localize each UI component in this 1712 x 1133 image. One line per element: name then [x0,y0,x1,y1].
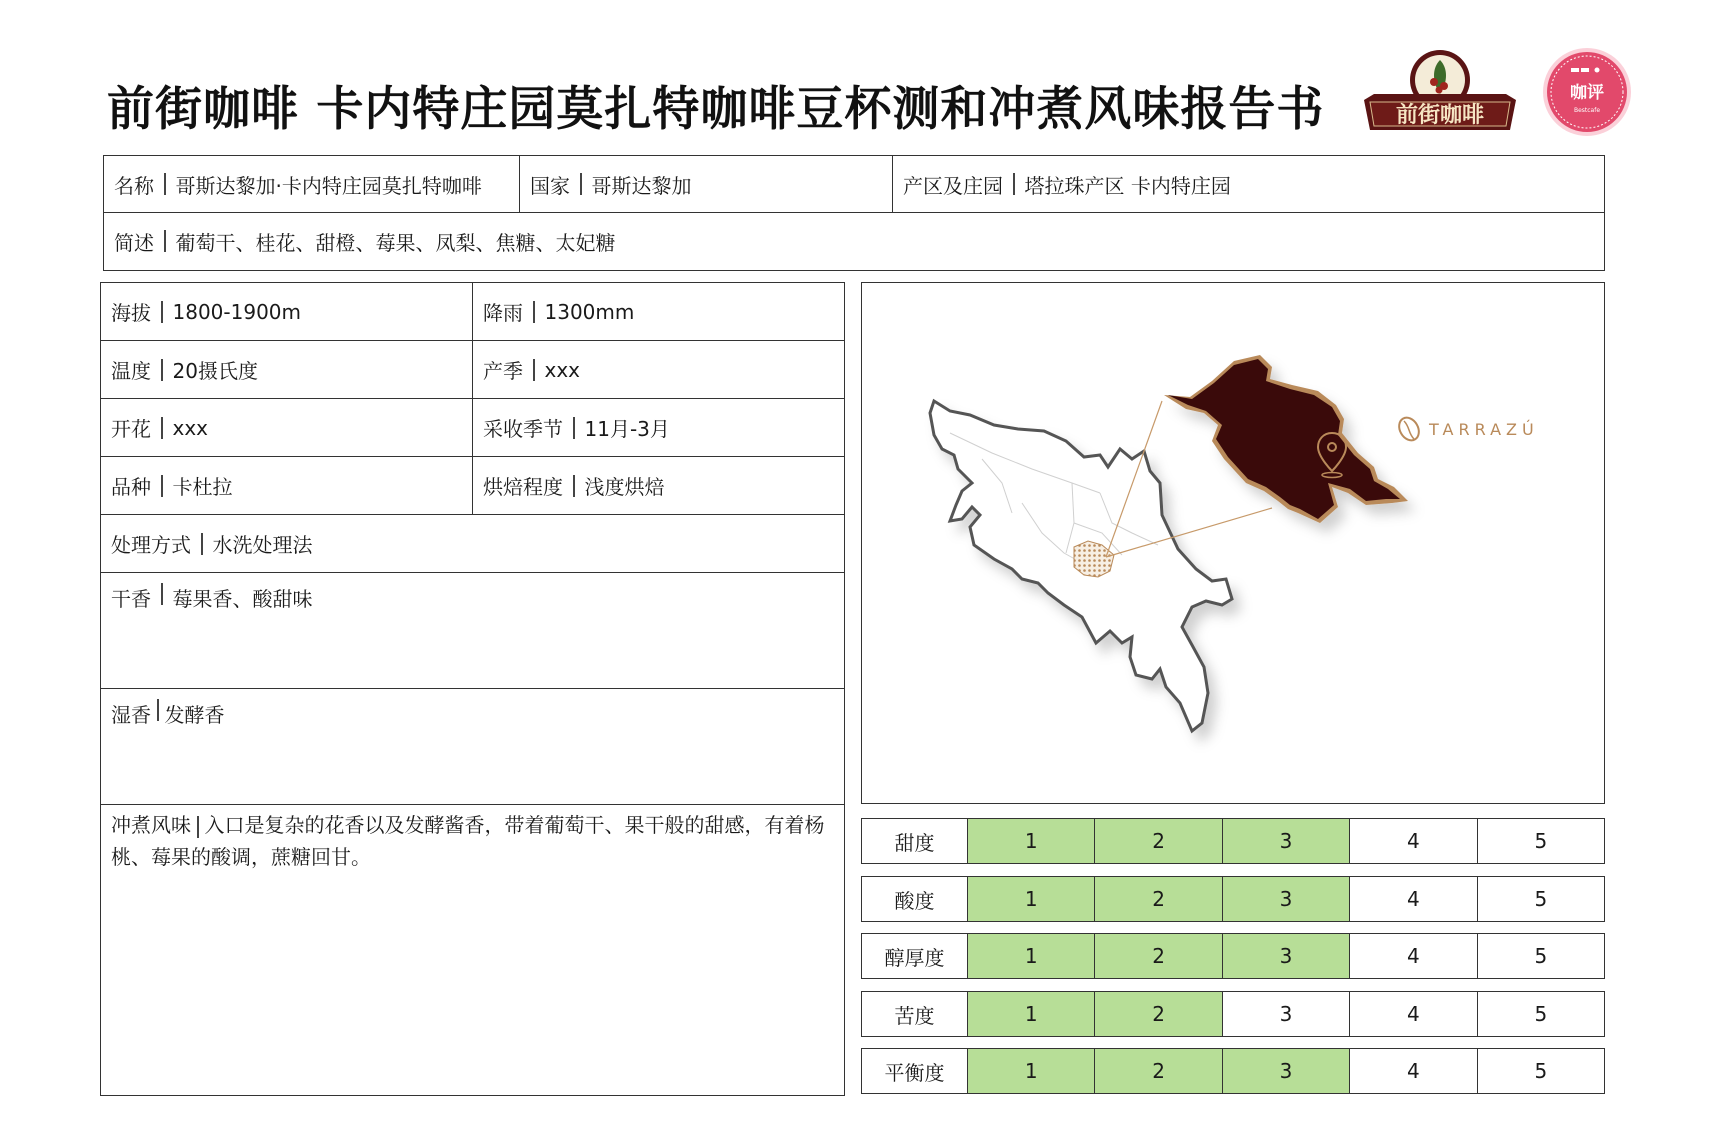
harvest-value: 11月-3月 [584,417,670,441]
dry-aroma-label: 干香 [111,587,151,611]
rating-cell-2: 2 [1095,934,1222,978]
flowering-label: 开花 [111,417,151,441]
altitude-cell [101,283,473,340]
qianjie-logo-text: 前街咖啡 [1395,103,1485,128]
rating-cell-2: 2 [1095,819,1222,863]
temperature-value: 20摄氏度 [172,359,258,383]
flowering-cell [101,399,473,456]
brew-value: 入口是复杂的花香以及发酵酱香，带着葡萄干、果干般的甜感，有着杨桃、莓果的酸调，蔗糖回甘。 [111,813,825,869]
variety-cell [101,457,473,514]
rainfall-value: 1300mm [544,299,635,324]
roast-cell [473,457,844,514]
rating-cell-3: 3 [1223,934,1350,978]
temperature-label: 温度 [111,359,151,383]
coffee-bean-icon [1395,414,1423,444]
rating-cell-5: 5 [1534,1059,1548,1083]
rating-cell-3: 3 [1223,992,1350,1036]
brew-cell [101,805,844,1095]
harvest-label: 采收季节 [483,417,563,441]
qianjie-coffee-logo [1360,42,1520,138]
dry-aroma-cell [101,573,844,688]
summary-value: 葡萄干、桂花、甜橙、莓果、凤梨、焦糖、太妃糖 [175,230,616,255]
details-box [100,282,845,1096]
wet-aroma-label: 湿香 [111,703,151,727]
rating-cell-2: 2 [1095,877,1222,921]
name-label: 名称 [114,173,154,198]
rating-label: 酸度 [862,877,968,921]
kapin-logo-sub: Bestcafe [1573,107,1601,114]
flowering-value: xxx [172,415,209,440]
rating-cell-1: 1 [968,877,1095,921]
country-cell [520,156,893,212]
season-value: xxx [544,357,581,382]
region-name-label: TARRAZÚ [1429,420,1539,439]
rating-row [861,818,1605,864]
region-cell [893,156,1604,212]
rating-cell-5: 5 [1534,944,1548,968]
rating-label: 平衡度 [862,1049,968,1093]
roast-value: 浅度烘焙 [584,475,665,499]
rating-label: 甜度 [862,819,968,863]
altitude-label: 海拔 [111,301,151,325]
rating-cell-2: 2 [1095,1049,1222,1093]
dry-aroma-value: 莓果香、酸甜味 [172,587,313,611]
summary-cell [104,213,1604,269]
rating-cell-3: 3 [1223,1049,1350,1093]
rating-cell-2: 2 [1095,992,1222,1036]
wet-aroma-value: 发酵香 [164,703,225,727]
wet-aroma-cell [101,689,844,804]
rating-cell-1: 1 [968,934,1095,978]
rating-cell-3: 3 [1223,819,1350,863]
process-label: 处理方式 [111,533,191,557]
name-value: 哥斯达黎加·卡内特庄园莫扎特咖啡 [175,173,482,198]
season-cell [473,341,844,398]
rating-cell-4: 4 [1350,992,1477,1036]
country-label: 国家 [530,173,570,198]
rating-cell-4: 4 [1350,877,1477,921]
temperature-cell [101,341,473,398]
rating-cell-3: 3 [1223,877,1350,921]
costa-rica-map [862,283,1604,803]
rating-cell-4: 4 [1350,819,1477,863]
rating-cell-1: 1 [968,1049,1095,1093]
rainfall-cell [473,283,844,340]
page-title: 前街咖啡 卡内特庄园莫扎特咖啡豆杯测和冲煮风味报告书 [107,82,1325,137]
country-value: 哥斯达黎加 [591,173,692,198]
map-panel [861,282,1605,804]
summary-label: 简述 [114,230,154,255]
rating-cell-4: 4 [1350,934,1477,978]
kapin-logo [1541,46,1633,138]
name-cell [104,156,520,212]
info-box [103,155,1605,271]
variety-label: 品种 [111,475,151,499]
rating-cell-1: 1 [968,819,1095,863]
season-label: 产季 [483,359,523,383]
rating-cell-5: 5 [1534,1002,1548,1026]
altitude-value: 1800-1900m [172,299,301,324]
rating-cell-5: 5 [1534,829,1548,853]
rating-cell-5: 5 [1534,887,1548,911]
roast-label: 烘焙程度 [483,475,563,499]
region-value: 塔拉珠产区 卡内特庄园 [1024,173,1231,198]
region-label: 产区及庄园 [903,173,1003,198]
rainfall-label: 降雨 [483,301,523,325]
rating-cell-1: 1 [968,992,1095,1036]
brew-label: 冲煮风味 [111,813,191,837]
rating-row [861,991,1605,1037]
harvest-cell [473,399,844,456]
process-value: 水洗处理法 [212,533,313,557]
rating-row [861,933,1605,979]
rating-cell-4: 4 [1350,1049,1477,1093]
kapin-logo-text: 咖评 [1570,83,1604,103]
variety-value: 卡杜拉 [172,475,233,499]
rating-label: 苦度 [862,992,968,1036]
rating-row [861,1048,1605,1094]
rating-row [861,876,1605,922]
process-cell [101,515,844,572]
rating-label: 醇厚度 [862,934,968,978]
